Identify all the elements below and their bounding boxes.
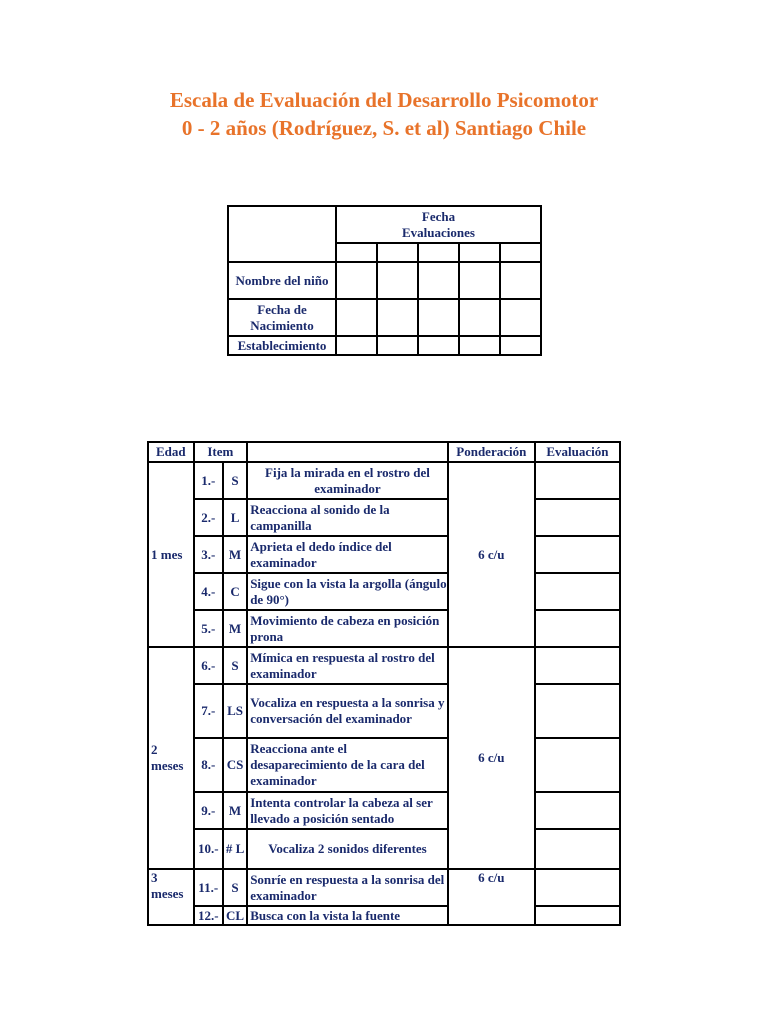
date-header-cell [378,244,417,261]
evaluation-cell[interactable] [536,500,619,535]
nombre-field[interactable] [501,263,540,298]
date-header-cell [501,244,540,261]
item-number: 11.- [195,870,222,905]
item-description: Vocaliza 2 sonidos diferentes [248,830,447,868]
item-area-code: M [224,611,246,646]
item-description: Reacciona al sonido de la campanilla [248,500,447,535]
item-area-code: C [224,574,246,609]
evaluation-cell[interactable] [536,870,619,905]
fecha-nacimiento-field[interactable] [378,300,417,335]
item-number: 3.- [195,537,222,572]
establecimiento-field[interactable] [460,337,499,354]
document-title [0,86,768,142]
item-description: Movimiento de cabeza en posición prona [248,611,447,646]
child-info-table [227,205,542,356]
evaluation-cell[interactable] [536,648,619,683]
item-area-code: M [224,537,246,572]
ponderacion-value: 6 c/u [449,463,534,646]
age-group-label: 1 mes [149,463,193,646]
item-description: Sonríe en respuesta a la sonrisa del examinador [248,870,447,905]
item-description: Busca con la vista la fuente [248,907,447,924]
establecimiento-field[interactable] [419,337,458,354]
nombre-field[interactable] [337,263,376,298]
evaluation-cell[interactable] [536,537,619,572]
edad-header: Edad [149,443,193,461]
item-number: 8.- [195,739,222,791]
evaluaciones-line: Evaluaciones [402,224,475,240]
description-header [248,443,447,461]
title-line-1: Escala de Evaluación del Desarrollo Psicomotor [169,88,599,112]
item-area-code: S [224,463,246,498]
item-number: 9.- [195,793,222,828]
item-description: Intenta controlar la cabeza al ser llevado a posición sentado [248,793,447,828]
date-header-cell [337,244,376,261]
item-description: Aprieta el dedo índice del examinador [248,537,447,572]
evaluation-items-table [147,441,621,926]
evaluation-cell[interactable] [536,574,619,609]
establecimiento-field[interactable] [378,337,417,354]
title-line-2: 0 - 2 años (Rodríguez, S. et al) Santiago Chile [181,116,587,140]
item-area-code: CS [224,739,246,791]
item-header: Item [195,443,247,461]
item-area-code: M [224,793,246,828]
item-number: 7.- [195,685,222,737]
fecha-nacimiento-field[interactable] [419,300,458,335]
ponderacion-value: 6 c/u [449,648,534,868]
evaluacion-header: Evaluación [536,443,619,461]
nombre-field[interactable] [378,263,417,298]
fecha-evaluaciones-header [337,207,540,242]
establecimiento-field[interactable] [337,337,376,354]
item-number: 1.- [195,463,222,498]
date-header-cell [419,244,458,261]
item-area-code: # L [224,830,246,868]
fecha-nacimiento-field[interactable] [460,300,499,335]
item-description: Mímica en respuesta al rostro del examinador [248,648,447,683]
item-description: Vocaliza en respuesta a la sonrisa y conversación del examinador [248,685,447,737]
age-group-label: 3 meses [149,870,193,924]
nombre-field[interactable] [419,263,458,298]
ponderacion-header: Ponderación [449,443,534,461]
evaluation-cell[interactable] [536,611,619,646]
item-area-code: S [224,648,246,683]
evaluation-cell[interactable] [536,463,619,498]
item-number: 5.- [195,611,222,646]
item-area-code: LS [224,685,246,737]
evaluation-cell[interactable] [536,830,619,868]
item-number: 12.- [195,907,222,924]
item-area-code: S [224,870,246,905]
evaluation-cell[interactable] [536,793,619,828]
item-area-code: CL [224,907,246,924]
evaluation-cell[interactable] [536,685,619,737]
item-description: Reacciona ante el desaparecimiento de la cara del examinador [248,739,447,791]
item-number: 10.- [195,830,222,868]
fecha-nacimiento-field[interactable] [501,300,540,335]
fecha-nacimiento-field[interactable] [337,300,376,335]
evaluation-cell[interactable] [536,907,619,924]
nombre-field[interactable] [460,263,499,298]
item-number: 2.- [195,500,222,535]
item-area-code: L [224,500,246,535]
item-number: 4.- [195,574,222,609]
establecimiento-label: Establecimiento [229,337,335,354]
item-description: Sigue con la vista la argolla (ángulo de 90°) [248,574,447,609]
fecha-line: Fecha [421,208,456,224]
establecimiento-field[interactable] [501,337,540,354]
ponderacion-value: 6 c/u [449,870,534,924]
fecha-nacimiento-label: Fecha de Nacimiento [229,300,335,335]
item-number: 6.- [195,648,222,683]
age-group-label: 2 meses [149,648,193,868]
info-blank-corner [229,207,335,261]
nombre-label: Nombre del niño [229,263,335,298]
evaluation-cell[interactable] [536,739,619,791]
date-header-cell [460,244,499,261]
item-description: Fija la mirada en el rostro del examinador [248,463,447,498]
